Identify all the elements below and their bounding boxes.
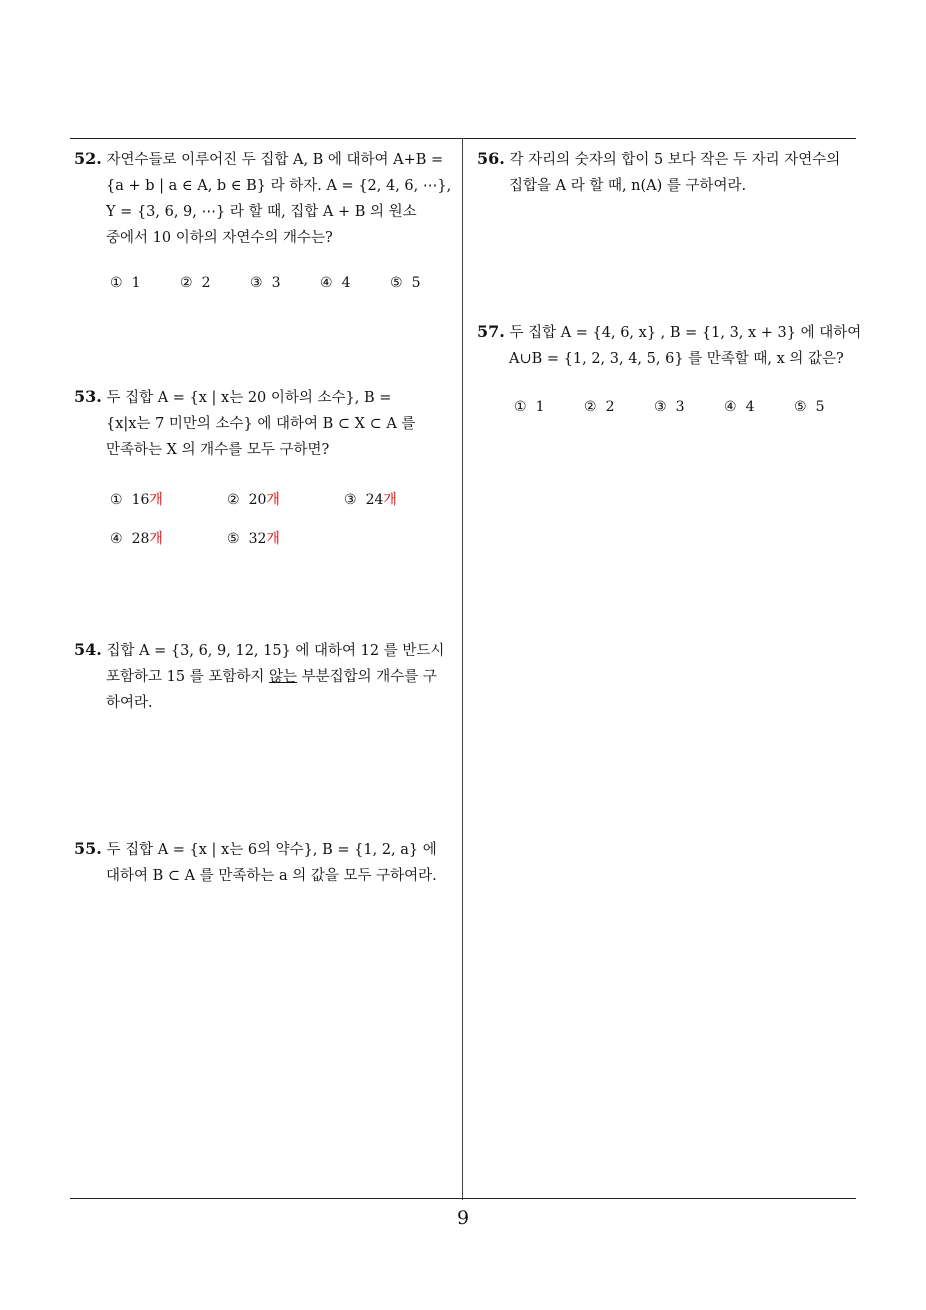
problem-52-text-1: 자연수들로 이루어진 두 집합 A, B 에 대하여 A+B = xyxy=(106,152,444,168)
problem-53-number: 53. xyxy=(74,387,102,406)
choice-mark: ③ xyxy=(250,275,263,291)
choice-mark: ④ xyxy=(110,531,123,547)
choice-value: 5 xyxy=(411,275,421,291)
top-rule xyxy=(70,138,856,139)
choice-5[interactable] xyxy=(794,399,824,415)
bottom-rule xyxy=(70,1198,856,1199)
problem-57-text-1: 두 집합 A = {4, 6, x} , B = {1, 3, x + 3} 에 대하여 xyxy=(509,325,862,341)
underlined-word: 않는 xyxy=(268,669,297,685)
choice-value: 1 xyxy=(131,275,141,291)
choice-mark: ① xyxy=(514,399,527,415)
choice-3[interactable] xyxy=(344,489,397,509)
choice-mark: ④ xyxy=(724,399,737,415)
problem-52-line-4: 중에서 10 이하의 자연수의 개수는? xyxy=(106,230,333,246)
choice-mark: ③ xyxy=(654,399,667,415)
problem-52 xyxy=(74,146,454,251)
problem-55-number: 55. xyxy=(74,839,102,858)
problem-54 xyxy=(74,637,454,716)
choice-value: 3 xyxy=(271,275,281,291)
choice-mark: ④ xyxy=(320,275,333,291)
choice-mark: ① xyxy=(110,492,123,508)
problem-57 xyxy=(477,319,862,372)
column-divider xyxy=(462,138,463,1200)
choice-value: 16 xyxy=(131,492,150,508)
problem-56-number: 56. xyxy=(477,149,505,168)
problem-54-line-2 xyxy=(74,664,454,690)
problem-55-line-2: 대하여 B ⊂ A 를 만족하는 a 의 값을 모두 구하여라. xyxy=(106,868,437,884)
problem-55-text-1: 두 집합 A = {x | x는 6의 약수}, B = {1, 2, a} 에 xyxy=(106,842,437,858)
choice-1[interactable] xyxy=(110,489,163,509)
choice-value: 3 xyxy=(675,399,685,415)
choice-4[interactable] xyxy=(320,275,350,291)
choice-mark: ① xyxy=(110,275,123,291)
choice-value: 4 xyxy=(341,275,351,291)
choice-4[interactable] xyxy=(110,528,163,548)
choice-mark: ⑤ xyxy=(227,531,240,547)
choice-value: 24 xyxy=(365,492,384,508)
problem-56-line-1 xyxy=(477,146,857,173)
choice-4[interactable] xyxy=(724,399,754,415)
choice-value: 2 xyxy=(201,275,211,291)
choice-mark: ⑤ xyxy=(390,275,403,291)
choice-value: 32 xyxy=(248,531,267,547)
choice-2[interactable] xyxy=(180,275,210,291)
choice-mark: ③ xyxy=(344,492,357,508)
choice-value: 28 xyxy=(131,531,150,547)
choice-2[interactable] xyxy=(227,489,280,509)
choice-mark: ② xyxy=(227,492,240,508)
choice-mark: ② xyxy=(584,399,597,415)
problem-57-line-2: A∪B = {1, 2, 3, 4, 5, 6} 를 만족할 때, x 의 값은? xyxy=(509,351,844,367)
choice-unit: 개 xyxy=(383,492,397,508)
problem-56-line-2: 집합을 A 라 할 때, n(A) 를 구하여라. xyxy=(509,178,747,194)
choice-mark: ② xyxy=(180,275,193,291)
choice-1[interactable] xyxy=(110,275,140,291)
problem-54-text-2a: 포함하고 15 를 포함하지 xyxy=(106,669,269,685)
problem-53-line-2: {x|x는 7 미만의 소수} 에 대하여 B ⊂ X ⊂ A 를 xyxy=(106,416,416,432)
choice-value: 4 xyxy=(745,399,755,415)
choice-value: 20 xyxy=(248,492,267,508)
problem-53-text-1: 두 집합 A = {x | x는 20 이하의 소수}, B = xyxy=(106,390,392,406)
choice-1[interactable] xyxy=(514,399,544,415)
choice-mark: ⑤ xyxy=(794,399,807,415)
problem-53-line-3: 만족하는 X 의 개수를 모두 구하면? xyxy=(106,442,330,458)
choice-5[interactable] xyxy=(390,275,420,291)
choice-value: 5 xyxy=(815,399,825,415)
problem-52-number: 52. xyxy=(74,149,102,168)
choice-2[interactable] xyxy=(584,399,614,415)
choice-value: 1 xyxy=(535,399,545,415)
problem-53-line-1 xyxy=(74,384,454,411)
problem-52-line-2: {a + b | a ∈ A, b ∈ B} 라 하자. A = {2, 4, 6, ⋯}, xyxy=(106,178,452,194)
problem-56-text-1: 각 자리의 숫자의 합이 5 보다 작은 두 자리 자연수의 xyxy=(509,152,841,168)
problem-52-line-1 xyxy=(74,146,454,173)
problem-57-number: 57. xyxy=(477,322,505,341)
choice-unit: 개 xyxy=(266,492,280,508)
problem-54-number: 54. xyxy=(74,640,102,659)
choice-unit: 개 xyxy=(149,531,163,547)
page-number: 9 xyxy=(456,1207,470,1229)
problem-53 xyxy=(74,384,454,463)
problem-55 xyxy=(74,836,454,889)
problem-56 xyxy=(477,146,857,199)
choice-unit: 개 xyxy=(266,531,280,547)
problem-54-line-3: 하여라. xyxy=(106,695,153,711)
problem-54-line-1 xyxy=(74,637,454,664)
choice-3[interactable] xyxy=(250,275,280,291)
choice-5[interactable] xyxy=(227,528,280,548)
problem-54-text-1: 집합 A = {3, 6, 9, 12, 15} 에 대하여 12 를 반드시 xyxy=(106,643,445,659)
problem-52-line-3: Y = {3, 6, 9, ⋯} 라 할 때, 집합 A + B 의 원소 xyxy=(106,204,417,220)
choice-unit: 개 xyxy=(149,492,163,508)
choice-3[interactable] xyxy=(654,399,684,415)
choice-value: 2 xyxy=(605,399,615,415)
problem-54-text-2b: 부분집합의 개수를 구 xyxy=(296,669,437,685)
problem-55-line-1 xyxy=(74,836,454,863)
problem-57-line-1 xyxy=(477,319,862,346)
